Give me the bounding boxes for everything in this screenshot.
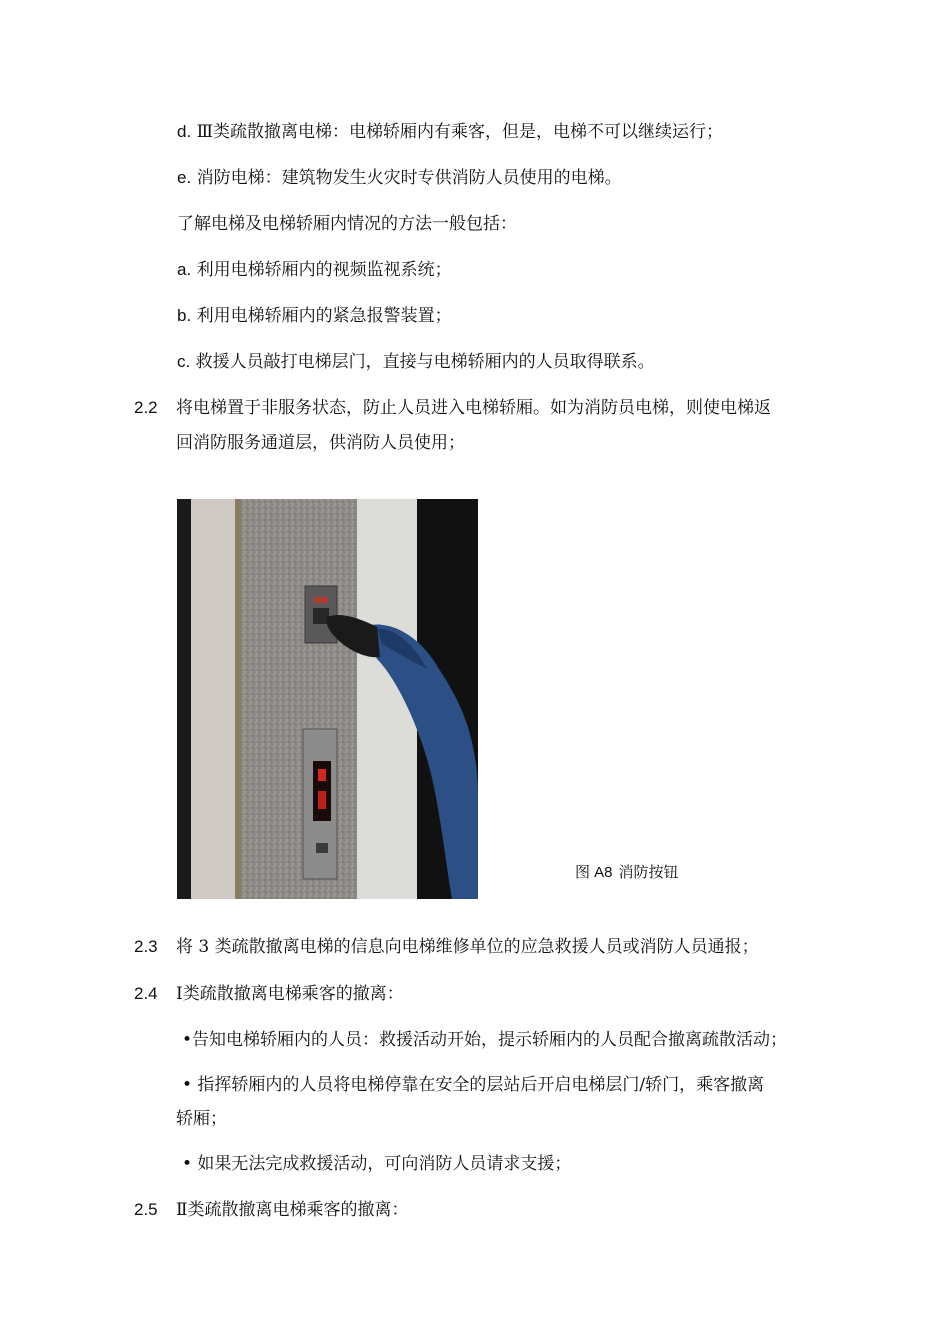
section-title: Ⅰ类疏散撤离电梯乘客的撤离： (176, 984, 404, 1004)
bullet-item: • 如果无法完成救援活动，可向消防人员请求支援； (182, 1154, 572, 1174)
method-item-b (177, 304, 452, 328)
section-title: Ⅱ类疏散撤离电梯乘客的撤离： (176, 1200, 409, 1220)
section-2-2-line2: 回消防服务通道层，供消防人员使用； (176, 433, 465, 453)
section-text: 将电梯置于非服务状态，防止人员进入电梯轿厢。如为消防员电梯，则使电梯返 (176, 398, 771, 418)
fire-button-photo (177, 499, 478, 899)
item-label: d. (177, 122, 192, 141)
item-text: 利用电梯轿厢内的视频监视系统； (196, 260, 452, 280)
section-2-4 (134, 982, 404, 1006)
section-2-5 (134, 1198, 409, 1222)
section-2-3 (134, 935, 759, 959)
bullet-item: •告知电梯轿厢内的人员：救援活动开始，提示轿厢内的人员配合撤离疏散活动； (182, 1030, 788, 1050)
section-number: 2.5 (134, 1200, 158, 1219)
bullet-item-continued: 轿厢； (176, 1109, 227, 1129)
section-number: 2.4 (134, 984, 158, 1003)
method-item-a (177, 258, 452, 282)
item-text: 利用电梯轿厢内的紧急报警装置； (196, 306, 452, 326)
list-item-d (177, 120, 723, 144)
item-label: b. (177, 306, 192, 325)
list-item-e (177, 166, 622, 190)
item-label: c. (177, 352, 191, 371)
section-number: 2.2 (134, 398, 158, 417)
section-2-2-line1 (134, 396, 771, 420)
item-label: a. (177, 260, 192, 279)
section-number: 2.3 (134, 937, 158, 956)
method-item-c (177, 350, 655, 374)
item-text: 救援人员敲打电梯层门，直接与电梯轿厢内的人员取得联系。 (195, 352, 655, 372)
figure-label: 图 A8 (575, 864, 613, 881)
figure-caption-text: 消防按钮 (618, 863, 679, 881)
item-text: Ⅲ类疏散撤离电梯：电梯轿厢内有乘客，但是，电梯不可以继续运行； (196, 122, 723, 142)
section-text: 将 3 类疏散撤离电梯的信息向电梯维修单位的应急救援人员或消防人员通报； (176, 937, 759, 957)
item-label: e. (177, 168, 192, 187)
item-text: 消防电梯：建筑物发生火灾时专供消防人员使用的电梯。 (196, 168, 622, 188)
figure-caption (575, 862, 679, 883)
bullet-item: • 指挥轿厢内的人员将电梯停靠在安全的层站后开启电梯层门/轿门，乘客撤离 (182, 1075, 765, 1095)
methods-intro: 了解电梯及电梯轿厢内情况的方法一般包括： (177, 214, 517, 234)
